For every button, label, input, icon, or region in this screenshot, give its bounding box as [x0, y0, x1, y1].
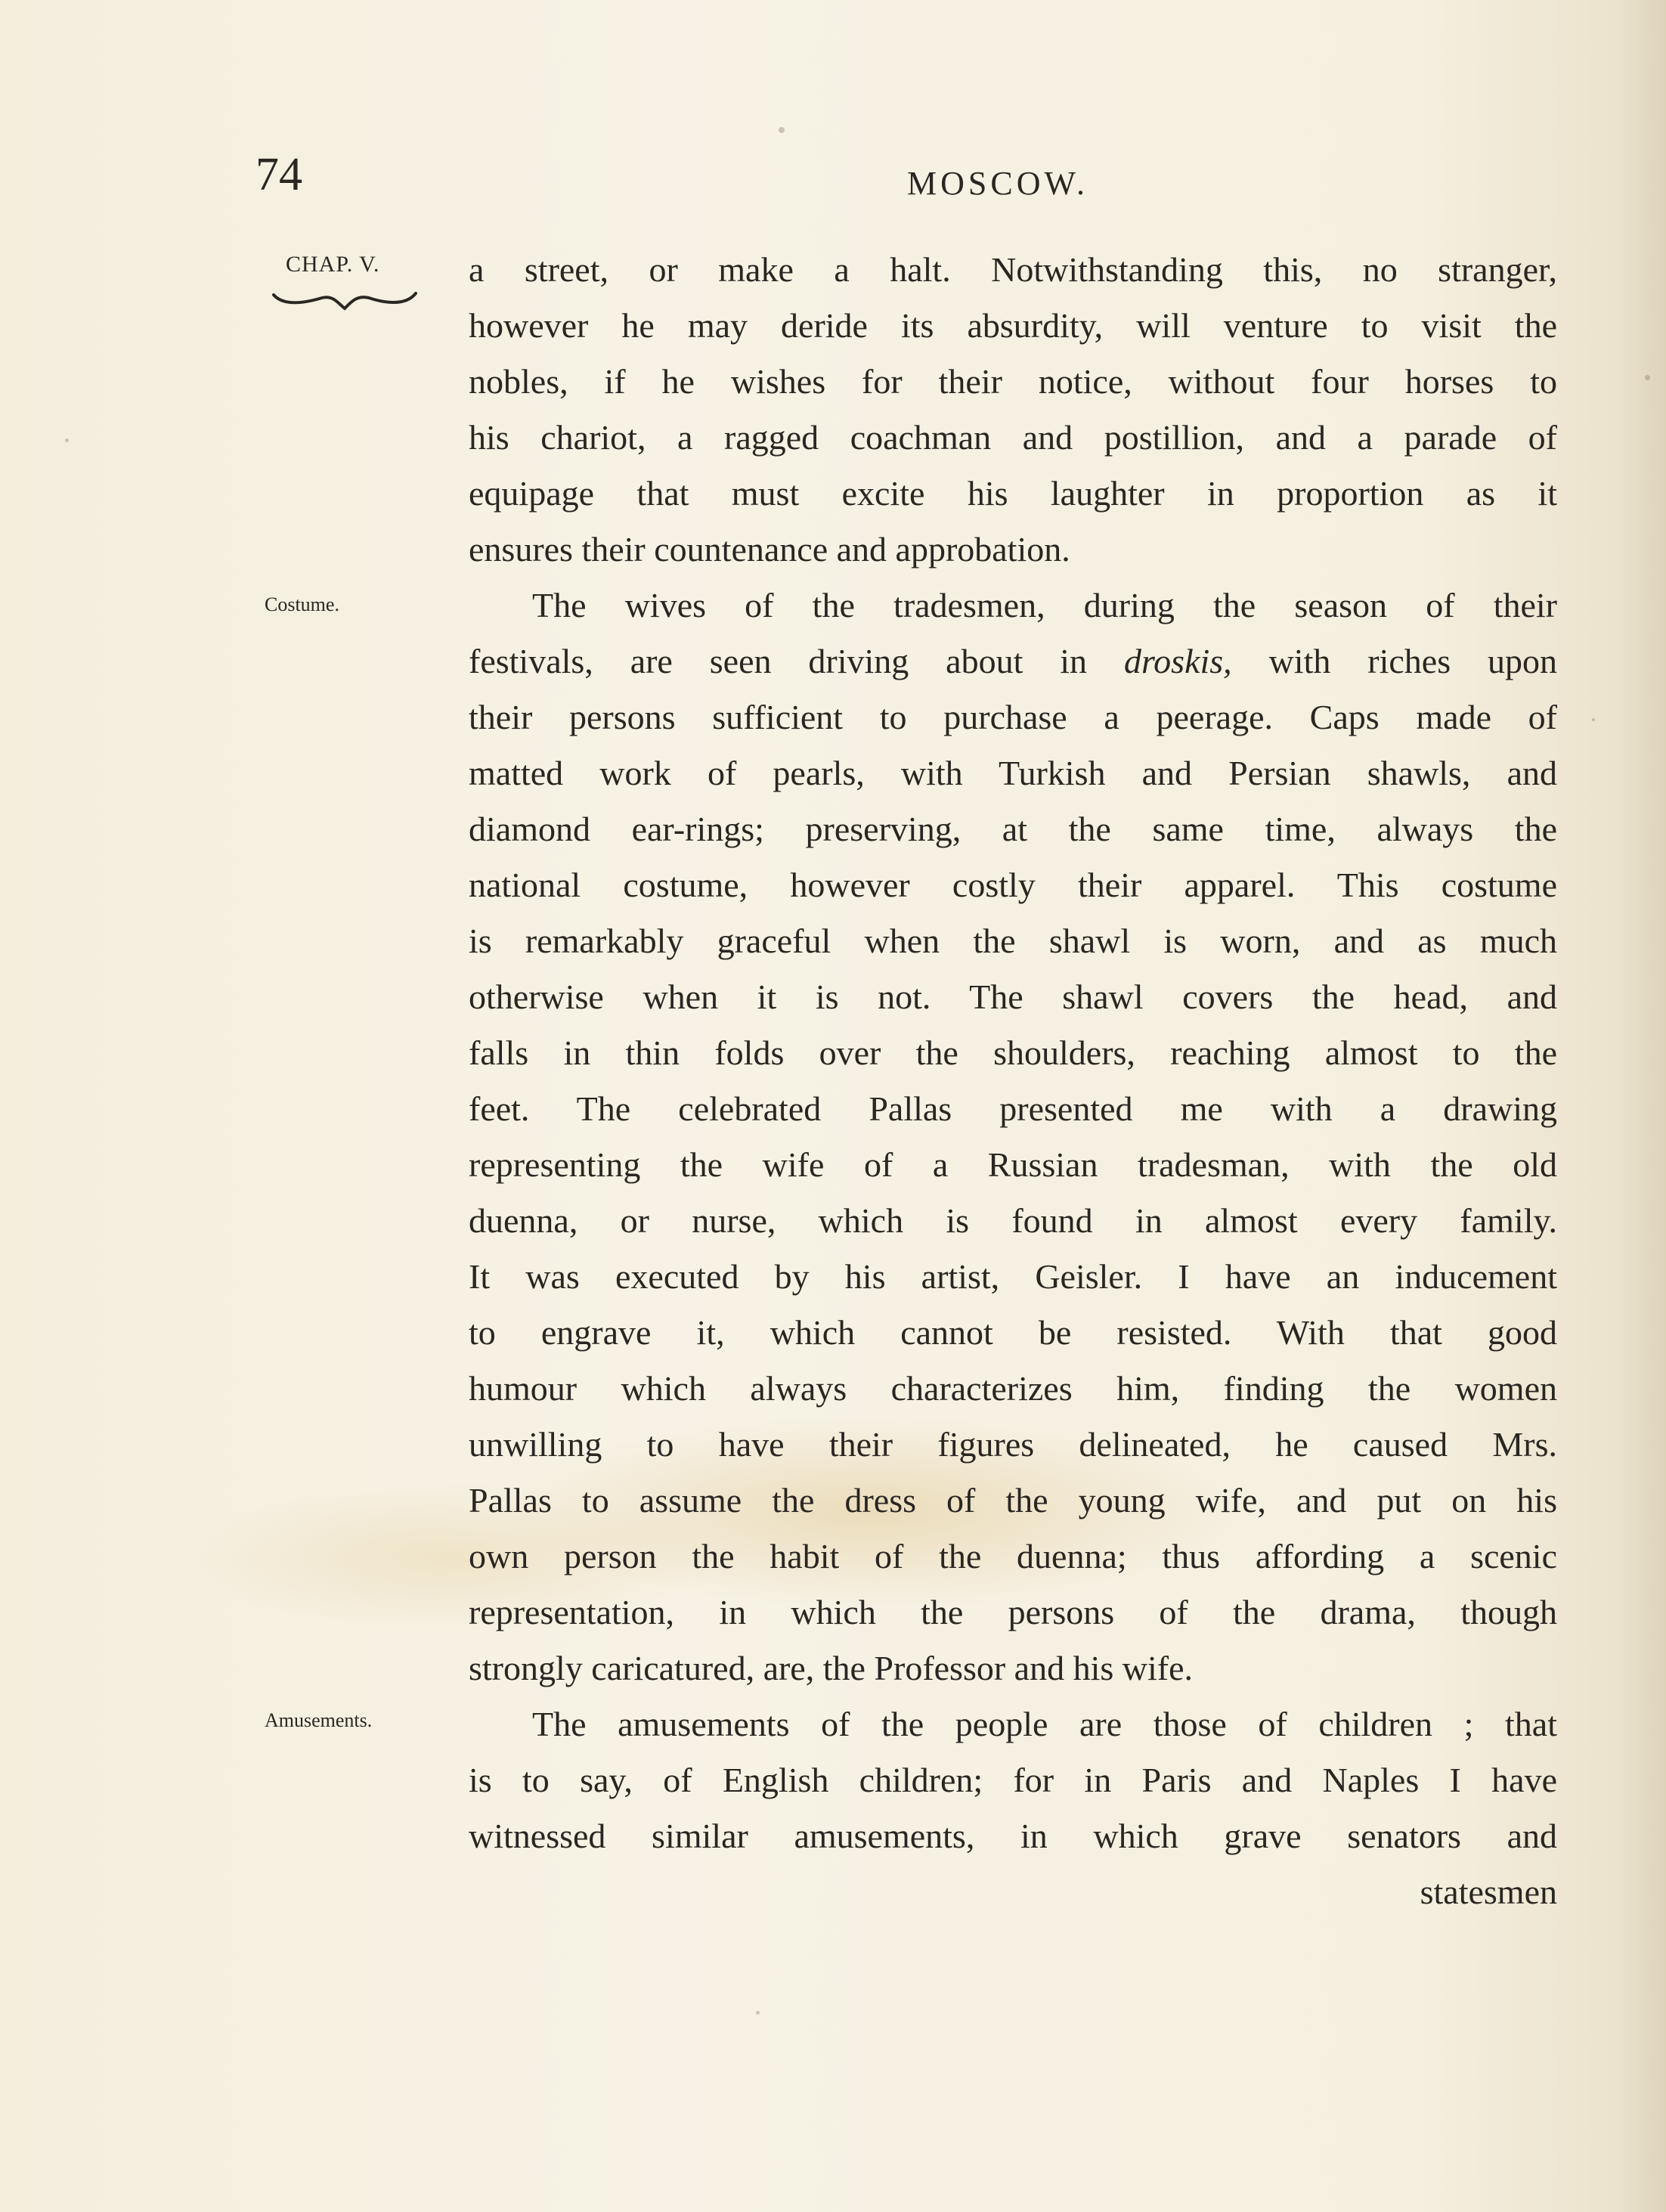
body-text: [469, 242, 1557, 1920]
paper-speck: [1592, 718, 1595, 721]
text-line: humour which always characterizes him, finding the women: [469, 1369, 1557, 1408]
paper-speck: [1645, 375, 1650, 380]
paragraph-start-costume: The wives of the tradesmen, during the season of their: [532, 586, 1557, 624]
catchword: statesmen: [1420, 1873, 1557, 1911]
margin-note-costume: Costume.: [265, 593, 339, 615]
text-line: however he may deride its absurdity, will venture to visit the: [469, 306, 1557, 345]
text-line: to engrave it, which cannot be resisted. With that good: [469, 1313, 1557, 1352]
paper-speck: [756, 2011, 760, 2015]
text-line: their persons sufficient to purchase a peerage. Caps made of: [469, 698, 1557, 736]
italic-term: droskis,: [1123, 642, 1232, 680]
text-line: unwilling to have their figures delineated, he caused Mrs.: [469, 1425, 1557, 1464]
text-line: representing the wife of a Russian tradesman, with the old: [469, 1145, 1557, 1184]
text-line: his chariot, a ragged coachman and postillion, and a parade of: [469, 418, 1557, 457]
text-line: nobles, if he wishes for their notice, without four horses to: [469, 362, 1557, 401]
paper-speck: [65, 438, 69, 442]
text-line: a street, or make a halt. Notwithstanding this, no stranger,: [469, 250, 1557, 289]
text-line: ensures their countenance and approbation.: [469, 530, 1070, 568]
text-line: is to say, of English children; for in Paris and Naples I have: [469, 1761, 1557, 1799]
text-segment: festivals, are seen driving about in: [469, 642, 1088, 680]
chapter-label: CHAP. V.: [286, 252, 380, 277]
text-line: witnessed similar amusements, in which grave senators and: [469, 1817, 1557, 1855]
text-line: representation, in which the persons of the drama, though: [469, 1593, 1557, 1631]
text-segment: with riches upon: [1268, 642, 1557, 680]
text-line: It was executed by his artist, Geisler. I have an inducement: [469, 1257, 1557, 1296]
text-line: feet. The celebrated Pallas presented me with a drawing: [469, 1089, 1557, 1128]
text-line: Pallas to assume the dress of the young wife, and put on his: [469, 1481, 1557, 1520]
margin-note-amusements: Amusements.: [265, 1709, 373, 1731]
page-number: 74: [255, 149, 302, 200]
flourish-ornament-icon: [269, 286, 420, 316]
text-line: national costume, however costly their apparel. This costume: [469, 866, 1557, 904]
text-line: falls in thin folds over the shoulders, reaching almost to the: [469, 1033, 1557, 1072]
paragraph-start-amusements: The amusements of the people are those of children ; that: [532, 1705, 1557, 1743]
paper-speck: [779, 127, 785, 133]
text-line: own person the habit of the duenna; thus affording a scenic: [469, 1537, 1557, 1575]
text-line: otherwise when it is not. The shawl covers the head, and: [469, 977, 1557, 1016]
running-title: MOSCOW.: [907, 165, 1088, 202]
text-line: is remarkably graceful when the shawl is worn, and as much: [469, 922, 1557, 960]
text-line: equipage that must excite his laughter in proportion as it: [469, 474, 1557, 513]
text-line: [469, 634, 1557, 689]
text-line: diamond ear-rings; preserving, at the same time, always the: [469, 810, 1557, 848]
text-line: matted work of pearls, with Turkish and Persian shawls, and: [469, 754, 1557, 792]
text-line: duenna, or nurse, which is found in almost every family.: [469, 1201, 1557, 1240]
text-line: strongly caricatured, are, the Professor and his wife.: [469, 1649, 1194, 1687]
